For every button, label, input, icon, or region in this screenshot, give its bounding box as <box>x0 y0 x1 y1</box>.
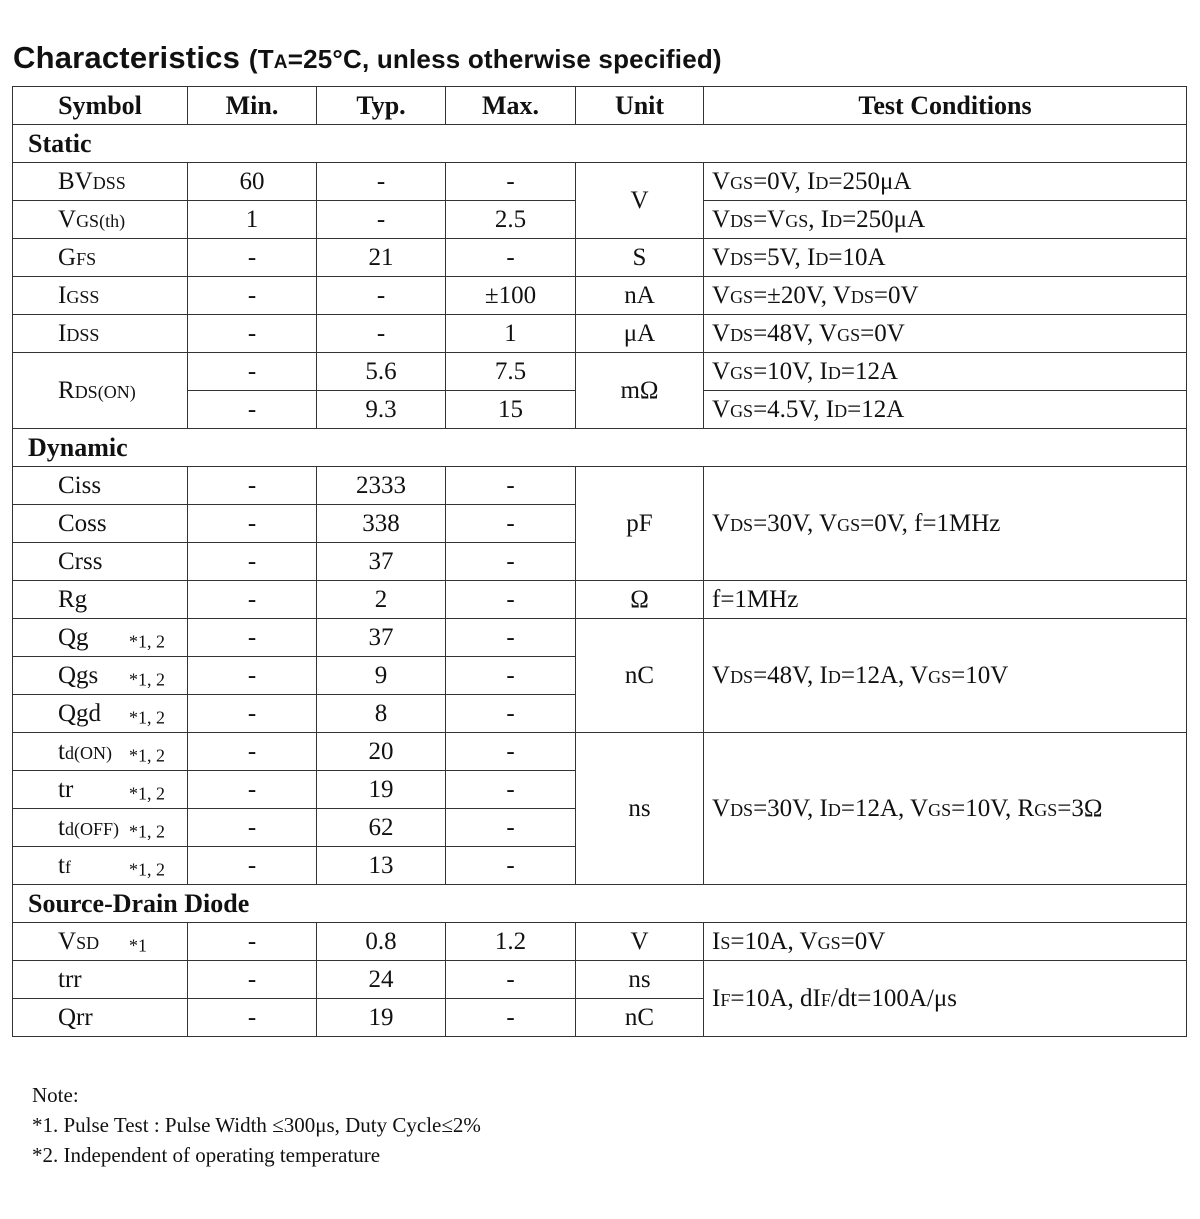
max-cell: - <box>446 961 576 999</box>
header-max: Max. <box>446 87 576 125</box>
conditions-cell: f=1MHz <box>704 581 1187 619</box>
header-typ: Typ. <box>317 87 446 125</box>
symbol-cell: Ciss <box>13 467 188 505</box>
typ-cell: - <box>317 315 446 353</box>
symbol-cell: td(ON) *1, 2 <box>13 733 188 771</box>
unit-cell: nA <box>576 277 704 315</box>
symbol-cell: RDS(ON) <box>13 353 188 429</box>
min-cell: - <box>188 809 317 847</box>
min-cell: 1 <box>188 201 317 239</box>
page-title <box>13 40 722 76</box>
unit-cell: nC <box>576 999 704 1037</box>
table-row <box>13 163 1187 201</box>
typ-cell: 62 <box>317 809 446 847</box>
typ-cell: 2 <box>317 581 446 619</box>
typ-cell: 338 <box>317 505 446 543</box>
max-cell: - <box>446 505 576 543</box>
min-cell: - <box>188 353 317 391</box>
conditions-cell: IF=10A, dIF/dt=100A/μs <box>704 961 1187 1037</box>
min-cell: - <box>188 733 317 771</box>
conditions-cell: VDS=VGS, ID=250μA <box>704 201 1187 239</box>
table-row <box>13 239 1187 277</box>
symbol-cell: tf *1, 2 <box>13 847 188 885</box>
title-condition: (TA=25°C, unless otherwise specified) <box>248 44 722 74</box>
typ-cell: - <box>317 277 446 315</box>
section-dynamic: Dynamic <box>13 429 1187 467</box>
symbol-cell: GFS <box>13 239 188 277</box>
max-cell: - <box>446 695 576 733</box>
footnote-marker: *1, 2 <box>129 631 165 652</box>
notes-heading: Note: <box>32 1083 79 1107</box>
typ-cell: 21 <box>317 239 446 277</box>
symbol-cell: IDSS <box>13 315 188 353</box>
conditions-cell: VGS=0V, ID=250μA <box>704 163 1187 201</box>
max-cell: 1 <box>446 315 576 353</box>
table-row <box>13 581 1187 619</box>
footnote-marker: *1, 2 <box>129 707 165 728</box>
table-row <box>13 961 1187 999</box>
table-row <box>13 353 1187 391</box>
conditions-cell: IS=10A, VGS=0V <box>704 923 1187 961</box>
conditions-cell: VDS=48V, ID=12A, VGS=10V <box>704 619 1187 733</box>
characteristics-table <box>12 86 1187 1037</box>
unit-cell: V <box>576 163 704 239</box>
max-cell: 15 <box>446 391 576 429</box>
max-cell: - <box>446 163 576 201</box>
symbol-cell: VSD *1 <box>13 923 188 961</box>
typ-cell: 19 <box>317 999 446 1037</box>
typ-cell: 37 <box>317 619 446 657</box>
min-cell: - <box>188 961 317 999</box>
symbol-cell: IGSS <box>13 277 188 315</box>
min-cell: - <box>188 277 317 315</box>
typ-cell: 37 <box>317 543 446 581</box>
min-cell: - <box>188 619 317 657</box>
min-cell: - <box>188 391 317 429</box>
header-symbol: Symbol <box>13 87 188 125</box>
header-min: Min. <box>188 87 317 125</box>
unit-cell: μA <box>576 315 704 353</box>
min-cell: - <box>188 695 317 733</box>
symbol-cell: Qgs *1, 2 <box>13 657 188 695</box>
symbol-cell: Qrr <box>13 999 188 1037</box>
unit-cell: mΩ <box>576 353 704 429</box>
table-row <box>13 619 1187 657</box>
conditions-cell: VDS=48V, VGS=0V <box>704 315 1187 353</box>
min-cell: - <box>188 239 317 277</box>
min-cell: - <box>188 505 317 543</box>
max-cell: - <box>446 657 576 695</box>
min-cell: - <box>188 581 317 619</box>
min-cell: - <box>188 999 317 1037</box>
typ-cell: 9 <box>317 657 446 695</box>
max-cell: ±100 <box>446 277 576 315</box>
table-header-row <box>13 87 1187 125</box>
symbol-cell: Coss <box>13 505 188 543</box>
max-cell: - <box>446 999 576 1037</box>
symbol-cell: VGS(th) <box>13 201 188 239</box>
note-2: *2. Independent of operating temperature <box>32 1143 381 1167</box>
conditions-cell: VDS=30V, VGS=0V, f=1MHz <box>704 467 1187 581</box>
symbol-cell: Qgd *1, 2 <box>13 695 188 733</box>
max-cell: 2.5 <box>446 201 576 239</box>
title-main: Characteristics <box>13 40 241 75</box>
max-cell: 1.2 <box>446 923 576 961</box>
typ-cell: - <box>317 201 446 239</box>
unit-cell: pF <box>576 467 704 581</box>
typ-cell: 13 <box>317 847 446 885</box>
min-cell: 60 <box>188 163 317 201</box>
symbol-cell: tr *1, 2 <box>13 771 188 809</box>
unit-cell: ns <box>576 733 704 885</box>
symbol-cell: BVDSS <box>13 163 188 201</box>
min-cell: - <box>188 543 317 581</box>
table-row <box>13 733 1187 771</box>
symbol-cell: td(OFF) *1, 2 <box>13 809 188 847</box>
typ-cell: 8 <box>317 695 446 733</box>
footnote-marker: *1, 2 <box>129 669 165 690</box>
section-static: Static <box>13 125 1187 163</box>
typ-cell: - <box>317 163 446 201</box>
symbol-cell: Qg *1, 2 <box>13 619 188 657</box>
typ-cell: 0.8 <box>317 923 446 961</box>
table-row <box>13 315 1187 353</box>
typ-cell: 9.3 <box>317 391 446 429</box>
max-cell: 7.5 <box>446 353 576 391</box>
max-cell: - <box>446 771 576 809</box>
min-cell: - <box>188 657 317 695</box>
max-cell: - <box>446 809 576 847</box>
symbol-cell: Rg <box>13 581 188 619</box>
notes <box>32 1080 481 1170</box>
conditions-cell: VGS=4.5V, ID=12A <box>704 391 1187 429</box>
max-cell: - <box>446 733 576 771</box>
typ-cell: 24 <box>317 961 446 999</box>
unit-cell: ns <box>576 961 704 999</box>
typ-cell: 19 <box>317 771 446 809</box>
header-unit: Unit <box>576 87 704 125</box>
min-cell: - <box>188 467 317 505</box>
footnote-marker: *1, 2 <box>129 859 165 880</box>
symbol-cell: trr <box>13 961 188 999</box>
min-cell: - <box>188 847 317 885</box>
table-row <box>13 467 1187 505</box>
min-cell: - <box>188 923 317 961</box>
unit-cell: nC <box>576 619 704 733</box>
unit-cell: S <box>576 239 704 277</box>
footnote-marker: *1, 2 <box>129 783 165 804</box>
max-cell: - <box>446 581 576 619</box>
conditions-cell: VDS=5V, ID=10A <box>704 239 1187 277</box>
symbol-cell: Crss <box>13 543 188 581</box>
max-cell: - <box>446 467 576 505</box>
max-cell: - <box>446 847 576 885</box>
conditions-cell: VGS=±20V, VDS=0V <box>704 277 1187 315</box>
max-cell: - <box>446 239 576 277</box>
unit-cell: Ω <box>576 581 704 619</box>
footnote-marker: *1, 2 <box>129 745 165 766</box>
min-cell: - <box>188 771 317 809</box>
min-cell: - <box>188 315 317 353</box>
footnote-marker: *1 <box>129 935 147 956</box>
max-cell: - <box>446 543 576 581</box>
conditions-cell: VDS=30V, ID=12A, VGS=10V, RGS=3Ω <box>704 733 1187 885</box>
section-source-drain-diode: Source-Drain Diode <box>13 885 1187 923</box>
typ-cell: 5.6 <box>317 353 446 391</box>
max-cell: - <box>446 619 576 657</box>
conditions-cell: VGS=10V, ID=12A <box>704 353 1187 391</box>
footnote-marker: *1, 2 <box>129 821 165 842</box>
typ-cell: 2333 <box>317 467 446 505</box>
table-row <box>13 277 1187 315</box>
note-1: *1. Pulse Test : Pulse Width ≤300μs, Duty Cycle≤2% <box>32 1113 481 1137</box>
unit-cell: V <box>576 923 704 961</box>
typ-cell: 20 <box>317 733 446 771</box>
header-conditions: Test Conditions <box>704 87 1187 125</box>
table-row <box>13 923 1187 961</box>
